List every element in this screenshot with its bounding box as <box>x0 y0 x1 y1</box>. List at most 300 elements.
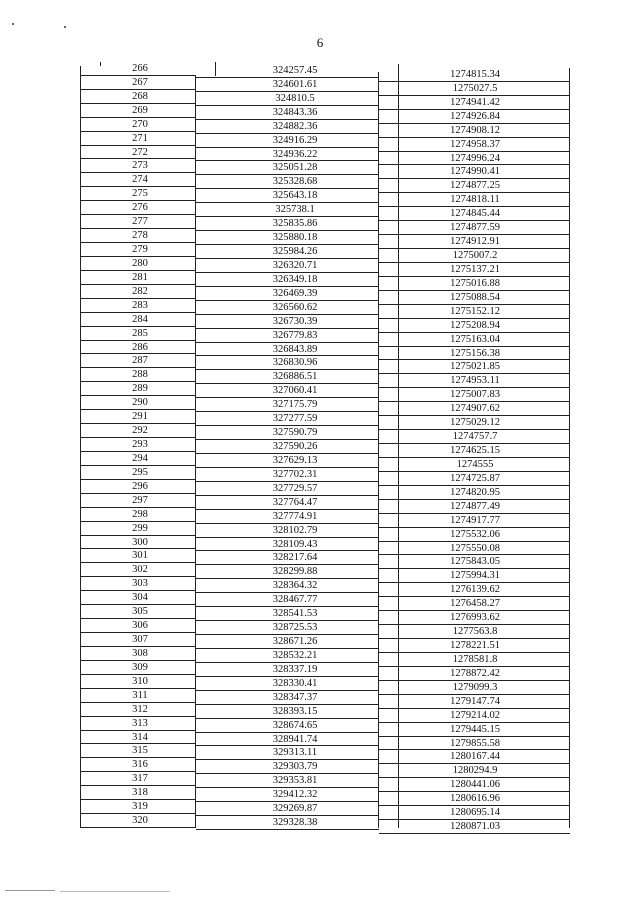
y-coordinate: 1280616.96 <box>450 793 500 805</box>
row-number: 319 <box>132 801 148 813</box>
row-separator <box>379 332 570 333</box>
x-coordinate: 327774.91 <box>272 510 318 522</box>
row-separator <box>196 133 379 134</box>
y-coordinate: 1278221.51 <box>450 640 500 652</box>
row-separator <box>379 527 570 528</box>
y-coordinate: 1274877.49 <box>450 500 500 512</box>
row-separator <box>80 757 196 758</box>
row-separator <box>196 216 379 217</box>
row-separator <box>80 340 196 341</box>
x-coordinate: 328217.64 <box>272 552 318 564</box>
row-separator <box>196 537 379 538</box>
y-coordinate: 1275029.12 <box>450 417 500 429</box>
row-number: 301 <box>132 550 148 562</box>
y-coordinate: 1275007.83 <box>450 389 500 401</box>
y-coordinate: 1279147.74 <box>450 695 500 707</box>
y-coordinate: 1274555 <box>456 458 494 470</box>
y-coordinate: 1274820.95 <box>450 486 500 498</box>
row-separator <box>80 145 196 146</box>
row-separator <box>196 202 379 203</box>
row-number: 273 <box>132 160 148 172</box>
row-separator <box>379 805 570 806</box>
x-coordinate: 328299.88 <box>272 566 318 578</box>
row-number: 286 <box>132 341 148 353</box>
row-separator <box>80 214 196 215</box>
row-separator <box>379 318 570 319</box>
row-separator <box>196 523 379 524</box>
row-separator <box>80 813 196 814</box>
y-coordinate: 1279214.02 <box>450 709 500 721</box>
row-separator <box>196 467 379 468</box>
row-separator <box>379 290 570 291</box>
y-coordinate: 1274958.37 <box>450 138 500 150</box>
row-separator <box>80 535 196 536</box>
row-separator <box>196 328 379 329</box>
x-coordinate: 328109.43 <box>272 538 318 550</box>
row-separator <box>80 702 196 703</box>
x-coordinate: 328541.53 <box>272 608 318 620</box>
row-separator <box>196 676 379 677</box>
row-separator <box>196 300 379 301</box>
row-separator <box>80 395 196 396</box>
table-border-left <box>80 66 81 828</box>
row-separator <box>80 716 196 717</box>
y-coordinate: 1275007.2 <box>452 250 498 262</box>
row-separator <box>80 103 196 104</box>
y-coordinate: 1275532.06 <box>450 528 500 540</box>
x-coordinate: 328393.15 <box>272 705 318 717</box>
x-coordinate: 327175.79 <box>272 399 318 411</box>
coordinates-table <box>80 62 570 833</box>
y-coordinate: 1275137.21 <box>450 263 500 275</box>
y-coordinate: 1276139.62 <box>450 584 500 596</box>
row-separator <box>379 722 570 723</box>
row-separator <box>80 507 196 508</box>
y-coordinate: 1275994.31 <box>450 570 500 582</box>
row-separator <box>379 694 570 695</box>
row-separator <box>379 708 570 709</box>
row-separator <box>379 666 570 667</box>
x-coordinate: 326469.39 <box>272 287 318 299</box>
x-coordinate: 326843.89 <box>272 343 318 355</box>
row-separator <box>80 730 196 731</box>
x-coordinate: 325835.86 <box>272 218 318 230</box>
y-coordinate: 1274953.11 <box>450 375 500 387</box>
x-coordinate: 326320.71 <box>272 259 318 271</box>
x-coordinate: 328330.41 <box>272 677 318 689</box>
row-separator <box>80 799 196 800</box>
row-separator <box>379 638 570 639</box>
y-coordinate: 1274818.11 <box>450 194 500 206</box>
y-coordinate: 1274845.44 <box>450 208 500 220</box>
row-separator <box>196 578 379 579</box>
row-number: 276 <box>132 202 148 214</box>
y-coordinate: 1274725.87 <box>450 472 500 484</box>
y-coordinate: 1280441.06 <box>450 779 500 791</box>
x-coordinate: 329303.79 <box>272 761 318 773</box>
row-number: 320 <box>132 815 148 827</box>
x-coordinate: 329412.32 <box>272 789 318 801</box>
row-separator <box>196 188 379 189</box>
row-separator <box>196 314 379 315</box>
row-number: 299 <box>132 522 148 534</box>
row-separator <box>196 286 379 287</box>
row-separator <box>379 415 570 416</box>
row-number: 287 <box>132 355 148 367</box>
x-coordinate: 327729.57 <box>272 482 318 494</box>
page-number: 6 <box>316 35 324 50</box>
y-coordinate: 1275027.5 <box>452 82 498 94</box>
row-separator <box>379 652 570 653</box>
row-separator <box>379 109 570 110</box>
row-separator <box>196 481 379 482</box>
row-number: 272 <box>132 146 148 158</box>
row-separator <box>80 298 196 299</box>
row-separator <box>196 91 379 92</box>
row-separator <box>379 568 570 569</box>
row-separator <box>379 513 570 514</box>
row-separator <box>196 425 379 426</box>
row-separator <box>80 618 196 619</box>
row-separator <box>379 554 570 555</box>
row-separator <box>379 164 570 165</box>
row-separator <box>80 785 196 786</box>
y-coordinate: 1278581.8 <box>452 653 498 665</box>
x-coordinate: 328671.26 <box>272 636 318 648</box>
row-separator <box>80 186 196 187</box>
row-separator <box>379 151 570 152</box>
row-separator <box>379 582 570 583</box>
row-separator <box>196 244 379 245</box>
x-coordinate: 326886.51 <box>272 371 318 383</box>
row-separator <box>80 743 196 744</box>
x-coordinate: 324810.5 <box>275 92 315 104</box>
row-separator <box>196 258 379 259</box>
row-separator <box>196 606 379 607</box>
row-separator <box>379 401 570 402</box>
row-separator <box>80 632 196 633</box>
row-separator <box>379 346 570 347</box>
row-separator <box>196 105 379 106</box>
row-separator <box>196 787 379 788</box>
row-separator <box>379 610 570 611</box>
row-number: 289 <box>132 383 148 395</box>
x-coordinate: 324843.36 <box>272 106 318 118</box>
row-number: 283 <box>132 299 148 311</box>
x-coordinate: 328364.32 <box>272 580 318 592</box>
x-coordinate: 325880.18 <box>272 232 318 244</box>
row-separator <box>196 411 379 412</box>
row-separator <box>80 688 196 689</box>
y-coordinate: 1280695.14 <box>450 807 500 819</box>
y-coordinate: 1275021.85 <box>450 361 500 373</box>
row-number: 297 <box>132 494 148 506</box>
row-separator <box>80 131 196 132</box>
x-coordinate: 326730.39 <box>272 315 318 327</box>
row-separator <box>196 342 379 343</box>
x-coordinate: 328725.53 <box>272 622 318 634</box>
row-separator <box>196 160 379 161</box>
x-coordinate: 327277.59 <box>272 413 318 425</box>
x-coordinate: 326830.96 <box>272 357 318 369</box>
row-separator <box>196 272 379 273</box>
row-number: 295 <box>132 466 148 478</box>
x-coordinate: 324916.29 <box>272 134 318 146</box>
row-number: 269 <box>132 104 148 116</box>
row-number: 310 <box>132 675 148 687</box>
row-number: 290 <box>132 397 148 409</box>
y-coordinate: 1274625.15 <box>450 445 500 457</box>
row-separator <box>379 457 570 458</box>
row-separator <box>379 178 570 179</box>
row-separator <box>80 576 196 577</box>
row-separator <box>80 89 196 90</box>
row-separator <box>379 123 570 124</box>
row-separator <box>196 815 379 816</box>
row-separator <box>80 827 196 828</box>
row-number: 285 <box>132 327 148 339</box>
row-separator <box>379 262 570 263</box>
row-number: 275 <box>132 188 148 200</box>
row-separator <box>379 819 570 820</box>
row-separator <box>379 624 570 625</box>
x-coordinate: 327702.31 <box>272 468 318 480</box>
row-separator <box>379 206 570 207</box>
row-number: 274 <box>132 174 148 186</box>
row-separator <box>379 749 570 750</box>
x-coordinate: 325984.26 <box>272 246 318 258</box>
row-number: 288 <box>132 369 148 381</box>
row-separator <box>196 174 379 175</box>
row-number: 282 <box>132 285 148 297</box>
row-separator <box>196 355 379 356</box>
y-coordinate: 1278872.42 <box>450 667 500 679</box>
row-separator <box>80 521 196 522</box>
row-separator <box>379 429 570 430</box>
y-coordinate: 1274877.25 <box>450 180 500 192</box>
y-coordinate: 1275156.38 <box>450 347 500 359</box>
y-coordinate: 1276993.62 <box>450 612 500 624</box>
row-separator <box>80 256 196 257</box>
row-separator <box>196 564 379 565</box>
row-number: 318 <box>132 787 148 799</box>
scan-speck <box>64 26 66 28</box>
y-coordinate: 1275152.12 <box>450 305 500 317</box>
row-separator <box>379 276 570 277</box>
row-separator <box>379 596 570 597</box>
x-coordinate: 326779.83 <box>272 329 318 341</box>
y-coordinate: 1275016.88 <box>450 277 500 289</box>
row-separator <box>196 690 379 691</box>
row-number: 284 <box>132 313 148 325</box>
row-separator <box>196 397 379 398</box>
row-separator <box>80 493 196 494</box>
row-separator <box>80 228 196 229</box>
row-separator <box>80 381 196 382</box>
row-separator <box>80 423 196 424</box>
row-number: 271 <box>132 132 148 144</box>
y-coordinate: 1274912.91 <box>450 236 500 248</box>
row-separator <box>379 387 570 388</box>
y-coordinate: 1279445.15 <box>450 723 500 735</box>
x-coordinate: 327590.26 <box>272 441 318 453</box>
row-number: 291 <box>132 411 148 423</box>
row-number: 303 <box>132 578 148 590</box>
y-coordinate: 1275088.54 <box>450 291 500 303</box>
row-number: 292 <box>132 425 148 437</box>
row-number: 302 <box>132 564 148 576</box>
row-number: 316 <box>132 759 148 771</box>
y-coordinate: 1274996.24 <box>450 152 500 164</box>
row-separator <box>196 759 379 760</box>
row-number: 314 <box>132 731 148 743</box>
row-separator <box>379 680 570 681</box>
row-separator <box>196 77 379 78</box>
row-separator <box>80 75 196 76</box>
row-number: 306 <box>132 620 148 632</box>
row-number: 300 <box>132 536 148 548</box>
x-coordinate: 328337.19 <box>272 663 318 675</box>
row-separator <box>196 495 379 496</box>
row-separator <box>80 158 196 159</box>
row-number: 266 <box>132 63 148 74</box>
x-coordinate: 325328.68 <box>272 176 318 188</box>
row-separator <box>379 95 570 96</box>
row-separator <box>196 718 379 719</box>
x-coordinate: 329353.81 <box>272 775 318 787</box>
y-coordinate: 1274815.34 <box>450 69 500 80</box>
row-number: 308 <box>132 647 148 659</box>
row-separator <box>379 234 570 235</box>
y-coordinate: 1274941.42 <box>450 96 500 108</box>
row-number: 312 <box>132 703 148 715</box>
x-coordinate: 328102.79 <box>272 524 318 536</box>
y-coordinate: 1280294.9 <box>452 765 498 777</box>
row-separator <box>80 646 196 647</box>
y-coordinate: 1276458.27 <box>450 598 500 610</box>
row-separator <box>80 562 196 563</box>
row-separator <box>379 304 570 305</box>
row-number: 313 <box>132 717 148 729</box>
x-coordinate: 328941.74 <box>272 733 318 745</box>
row-number: 293 <box>132 439 148 451</box>
x-coordinate: 327629.13 <box>272 454 318 466</box>
row-number: 267 <box>132 76 148 88</box>
row-separator <box>379 791 570 792</box>
row-separator <box>379 373 570 374</box>
row-number: 294 <box>132 452 148 464</box>
row-number: 307 <box>132 634 148 646</box>
row-separator <box>196 634 379 635</box>
row-separator <box>80 200 196 201</box>
row-separator <box>196 439 379 440</box>
row-separator <box>80 437 196 438</box>
row-separator <box>196 732 379 733</box>
row-separator <box>80 409 196 410</box>
row-separator <box>379 736 570 737</box>
row-number: 309 <box>132 661 148 673</box>
row-number: 278 <box>132 230 148 242</box>
row-separator <box>196 119 379 120</box>
x-coordinate: 324601.61 <box>272 78 318 90</box>
x-coordinate: 327764.47 <box>272 496 318 508</box>
y-coordinate: 1275843.05 <box>450 556 500 568</box>
x-coordinate: 325051.28 <box>272 162 318 174</box>
row-separator <box>80 660 196 661</box>
x-coordinate: 328532.21 <box>272 649 318 661</box>
y-coordinate: 1274926.84 <box>450 110 500 122</box>
row-separator <box>196 704 379 705</box>
row-number: 315 <box>132 745 148 757</box>
y-coordinate: 1274757.7 <box>452 431 498 443</box>
x-coordinate: 327060.41 <box>272 385 318 397</box>
y-coordinate: 1280167.44 <box>450 751 500 763</box>
row-separator <box>379 485 570 486</box>
row-separator <box>196 662 379 663</box>
x-coordinate: 329313.11 <box>272 747 318 759</box>
row-separator <box>196 592 379 593</box>
row-separator <box>80 604 196 605</box>
row-separator <box>379 833 570 834</box>
x-coordinate: 328347.37 <box>272 691 318 703</box>
row-number: 304 <box>132 592 148 604</box>
row-number: 268 <box>132 90 148 102</box>
row-separator <box>379 777 570 778</box>
row-separator <box>379 220 570 221</box>
row-separator <box>196 147 379 148</box>
row-separator <box>196 620 379 621</box>
row-separator <box>80 312 196 313</box>
y-coordinate: 1274908.12 <box>450 124 500 136</box>
row-separator <box>196 509 379 510</box>
row-separator <box>379 763 570 764</box>
row-separator <box>196 550 379 551</box>
footer-rule <box>5 890 55 891</box>
y-coordinate: 1275550.08 <box>450 542 500 554</box>
row-separator <box>80 353 196 354</box>
y-coordinate: 1274917.77 <box>450 514 500 526</box>
row-separator <box>379 541 570 542</box>
row-separator <box>196 773 379 774</box>
row-separator <box>80 590 196 591</box>
row-separator <box>80 284 196 285</box>
row-separator <box>196 230 379 231</box>
row-separator <box>379 471 570 472</box>
row-separator <box>196 369 379 370</box>
row-separator <box>80 367 196 368</box>
row-separator <box>379 359 570 360</box>
row-number: 277 <box>132 216 148 228</box>
x-coordinate: 326349.18 <box>272 273 318 285</box>
x-coordinate: 328674.65 <box>272 719 318 731</box>
row-number: 281 <box>132 271 148 283</box>
row-number: 298 <box>132 508 148 520</box>
x-coordinate: 324882.36 <box>272 120 318 132</box>
row-separator <box>80 172 196 173</box>
row-separator <box>196 453 379 454</box>
row-number: 317 <box>132 773 148 785</box>
row-separator <box>379 192 570 193</box>
x-coordinate: 325643.18 <box>272 190 318 202</box>
x-coordinate: 327590.79 <box>272 427 318 439</box>
y-coordinate: 1274907.62 <box>450 403 500 415</box>
row-separator <box>80 465 196 466</box>
row-separator <box>196 801 379 802</box>
row-number: 305 <box>132 606 148 618</box>
row-number: 311 <box>132 689 148 701</box>
x-coordinate: 326560.62 <box>272 301 318 313</box>
x-coordinate: 329328.38 <box>272 817 318 829</box>
